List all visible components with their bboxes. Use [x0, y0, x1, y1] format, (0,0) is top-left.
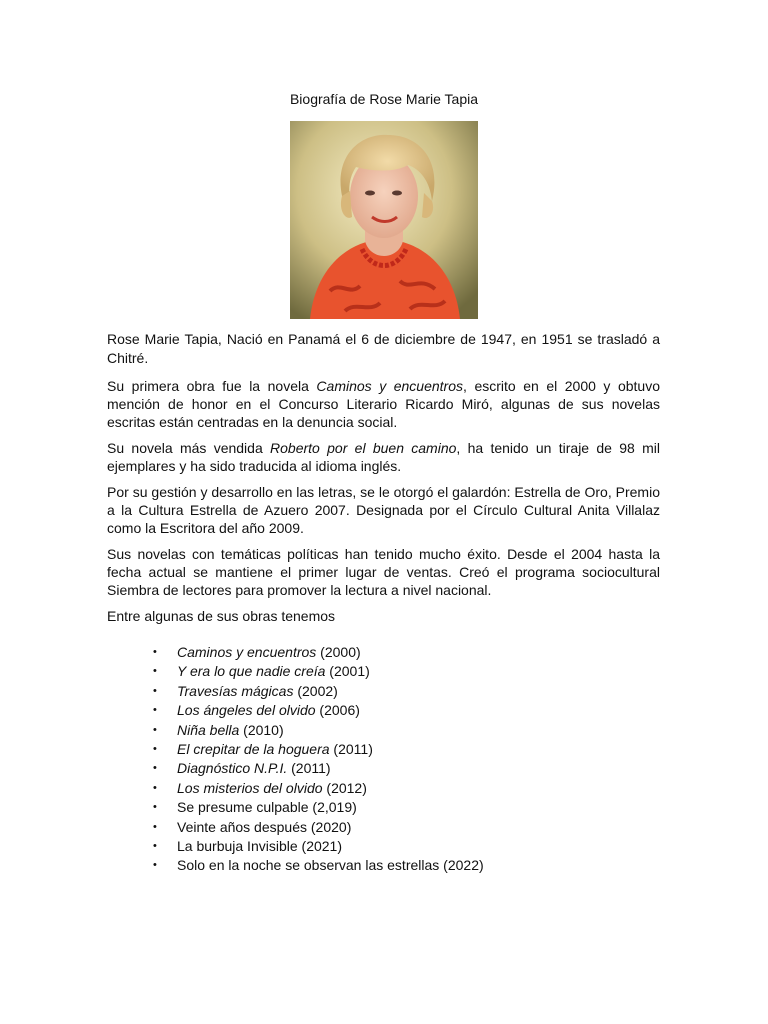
work-title: Se presume culpable	[177, 799, 309, 816]
works-list	[107, 643, 660, 876]
portrait-image	[290, 121, 478, 319]
list-item	[107, 779, 660, 798]
work-year: (2011)	[287, 760, 331, 777]
work-title: Travesías mágicas	[177, 682, 294, 699]
work-title: Los misterios del olvido	[177, 779, 323, 796]
bullet-icon: •	[153, 820, 157, 833]
work-title: Y era lo que nadie creía	[177, 663, 326, 680]
work-year: (2001)	[325, 663, 370, 680]
bullet-icon: •	[153, 742, 157, 755]
text-segment: Su novela más vendida	[107, 440, 271, 456]
biography-body	[107, 330, 660, 876]
book-title: Roberto por el buen camino	[270, 440, 457, 456]
bullet-icon: •	[153, 665, 157, 678]
works-intro: Entre algunas de sus obras tenemos	[107, 608, 336, 624]
bullet-icon: •	[153, 859, 157, 872]
list-item	[107, 643, 660, 662]
work-title: Veinte años después	[177, 818, 307, 835]
first-work-paragraph	[107, 377, 660, 431]
bestseller-paragraph	[107, 439, 660, 475]
work-year: (2020)	[307, 818, 352, 835]
work-year: (2,019)	[308, 799, 357, 816]
bullet-icon: •	[153, 781, 157, 794]
work-year: (2010)	[239, 721, 284, 738]
work-title: Los ángeles del olvido	[177, 702, 316, 719]
work-year: (2011)	[329, 740, 373, 757]
bullet-icon: •	[153, 801, 157, 814]
list-item	[107, 740, 660, 759]
work-year: (2021)	[297, 837, 342, 854]
page-title: Biografía de Rose Marie Tapia	[289, 91, 479, 107]
author-name: Rose Marie Tapia	[107, 331, 218, 347]
bullet-icon: •	[153, 723, 157, 736]
work-title: Diagnóstico N.P.I.	[177, 760, 288, 777]
text-segment: , ha tenido un tiraje de 98 mil ejemplares y ha sido traducida al idioma inglés.	[107, 440, 660, 474]
bullet-icon: •	[153, 684, 157, 697]
work-title: Niña bella	[177, 721, 240, 738]
work-year: (2002)	[293, 682, 338, 699]
work-title: Solo en la noche se observan las estrellas	[177, 857, 440, 874]
work-title: El crepitar de la hoguera	[177, 740, 330, 757]
work-year: (2006)	[315, 702, 360, 719]
work-year: (2000)	[316, 644, 361, 660]
work-year: (2022)	[439, 857, 484, 874]
work-year: (2012)	[322, 779, 367, 796]
intro-text: , Nació en Panamá el 6 de diciembre de 1947, en 1951 se trasladó a Chitré.	[107, 331, 660, 366]
list-item	[107, 856, 660, 875]
awards-paragraph: Por su gestión y desarrollo en las letras, se le otorgó el galardón: Estrella de Oro, Premio a la Cultura Estrella de Azuero 2007. Designada por el Círculo Cultural Anita Villalaz como la Escritora del año 2009.	[107, 484, 660, 536]
work-title: Caminos y encuentros	[177, 644, 317, 660]
list-item	[107, 701, 660, 720]
work-title: La burbuja Invisible	[177, 837, 298, 854]
success-paragraph: Sus novelas con temáticas políticas han tenido mucho éxito. Desde el 2004 hasta la fecha actual se mantiene el primer lugar de ventas. Creó el programa sociocultural Siembra de lectores para promover la lectura a nivel nacional.	[107, 546, 660, 598]
list-item	[107, 837, 660, 856]
bullet-icon: •	[153, 646, 157, 658]
list-item	[107, 798, 660, 817]
list-item	[107, 721, 660, 740]
text-segment: Su primera obra fue la novela	[107, 378, 317, 394]
bullet-icon: •	[153, 704, 157, 717]
text-segment: , escrito en el 2000 y obtuvo mención de honor en el Concurso Literario Ricardo Miró, algunas de sus novelas escritas están centradas en la denuncia social.	[107, 378, 660, 430]
list-item	[107, 818, 660, 837]
portrait-photo	[290, 121, 478, 319]
list-item	[107, 662, 660, 681]
book-title: Caminos y encuentros	[316, 378, 464, 394]
bullet-icon: •	[153, 839, 157, 852]
list-item	[107, 759, 660, 778]
list-item	[107, 682, 660, 701]
intro-paragraph	[107, 330, 660, 368]
bullet-icon: •	[153, 762, 157, 775]
